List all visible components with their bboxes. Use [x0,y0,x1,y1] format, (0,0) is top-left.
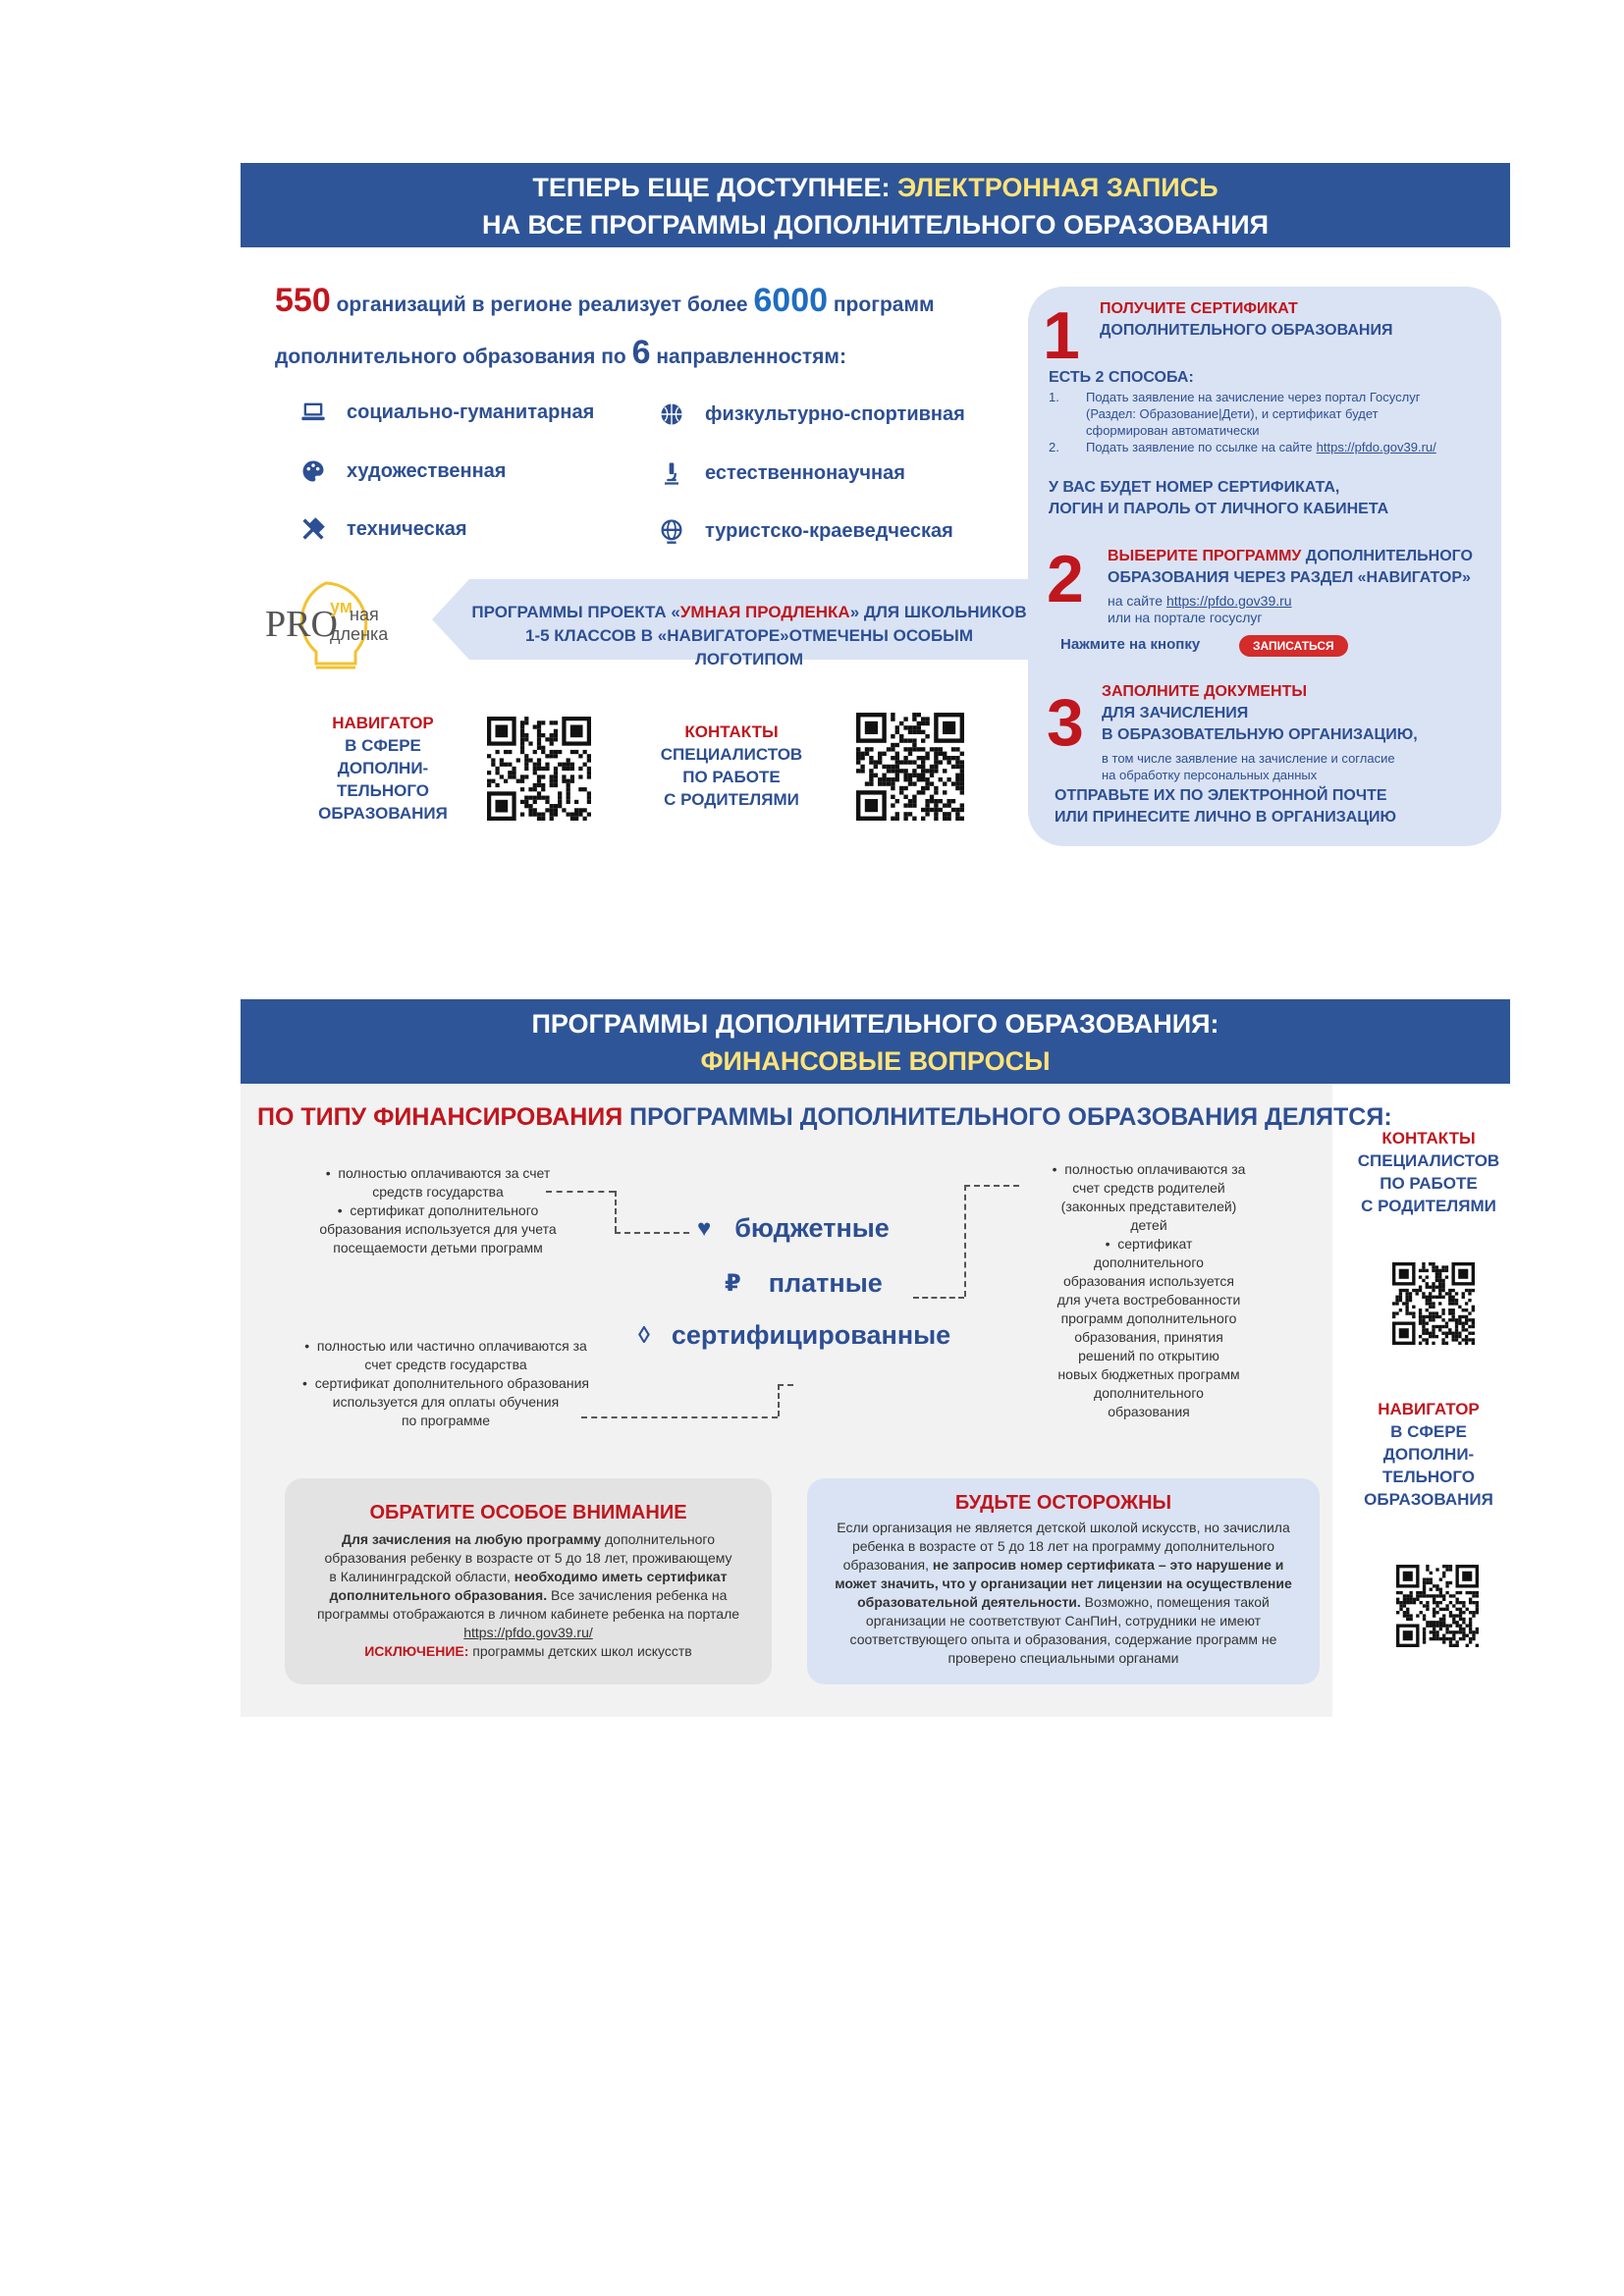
step3-note2: на обработку персональных данных [1102,768,1318,782]
careful-text: проверено специальными органами [947,1650,1179,1666]
direction-tech [299,515,467,543]
pfdo-link[interactable]: https://pfdo.gov39.ru/ [463,1625,593,1640]
orgs-count: 550 [275,282,331,319]
note-line: счет средств государства [364,1357,527,1372]
banner-top-line2: НА ВСЕ ПРОГРАММЫ ДОПОЛНИТЕЛЬНОГО ОБРАЗОВАНИЯ [481,210,1270,240]
heart-icon: ♥ [697,1214,712,1242]
step2-title2: ОБРАЗОВАНИЯ ЧЕРЕЗ РАЗДЕЛ «НАВИГАТОР» [1108,569,1471,586]
project-t4: 1-5 КЛАССОВ В «НАВИГАТОРЕ»ОТМЕЧЕНЫ ОСОБЫМ ЛОГОТИПОМ [525,626,973,668]
direction-science [658,459,905,487]
note-line: счет средств родителей [1072,1180,1225,1196]
step2-site-pre: на сайте [1108,593,1166,609]
navigator-line: ДОПОЛНИ- [1382,1445,1475,1464]
careful-text: ребенка в возрасте от 5 до 18 лет на программу дополнительного [851,1538,1275,1554]
contacts-line: С РОДИТЕЛЯМИ [1361,1197,1496,1215]
note-line: образования используется для учета [319,1221,557,1237]
ruble-icon: ₽ [725,1270,741,1297]
direction-label: социально-гуманитарная [347,400,595,423]
banner-finance-line1: ПРОГРАММЫ ДОПОЛНИТЕЛЬНОГО ОБРАЗОВАНИЯ: [531,1009,1219,1039]
qr-code-icon[interactable] [1392,1262,1475,1345]
step3-title [1102,681,1418,746]
navigator-line: ТЕЛЬНОГО [1381,1468,1475,1486]
direction-sport [658,400,965,428]
note-line: сертификат дополнительного образования [314,1375,589,1391]
direction-label: естественнонаучная [705,461,905,484]
attention-card [285,1478,772,1684]
step-number: 2 [1047,542,1084,616]
note-line: по программе [401,1413,491,1428]
connector-line [964,1185,1019,1187]
attention-title: ОБРАТИТЕ ОСОБОЕ ВНИМАНИЕ [369,1502,687,1523]
contacts-title: КОНТАКТЫ [684,722,779,741]
navigator-line: В СФЕРЕ [345,736,421,755]
note-line: сертификат [1117,1236,1193,1252]
direction-art [299,457,506,485]
step3-title3: В ОБРАЗОВАТЕЛЬНУЮ ОРГАНИЗАЦИЮ, [1102,726,1418,743]
contacts-line: СПЕЦИАЛИСТОВ [1357,1151,1500,1170]
direction-label: физкультурно-спортивная [705,402,965,425]
note-line: новых бюджетных программ [1057,1366,1240,1382]
navigator-line: ДОПОЛНИ- [337,759,429,777]
note-line: сертификат дополнительного [350,1202,539,1218]
banner-top-line1: ТЕПЕРЬ ЕЩЕ ДОСТУПНЕЕ: [532,173,897,202]
note-line: для учета востребованности [1056,1292,1241,1308]
way2-text: Подать заявление по ссылке на сайте [1086,440,1313,454]
attention-bold: Для зачисления на любую программу [342,1531,602,1547]
careful-text: образования, [842,1557,933,1573]
contacts-label [1345,1127,1512,1217]
contacts-line: ПО РАБОТЕ [682,768,781,786]
contacts-label [648,721,815,811]
contacts-line: ПО РАБОТЕ [1380,1174,1478,1193]
tools-icon [299,515,333,543]
step1-title1: ПОЛУЧИТЕ СЕРТИФИКАТ [1100,300,1298,317]
step2-title-blue: ДОПОЛНИТЕЛЬНОГО [1301,548,1473,564]
step3-send [1055,785,1396,828]
step-number: 1 [1043,298,1080,373]
step1-result2: ЛОГИН И ПАРОЛЬ ОТ ЛИЧНОГО КАБИНЕТА [1049,501,1389,517]
careful-text: соответствующего опыта и образования, содержание программ не [849,1631,1277,1647]
logo-um: ум [330,597,353,616]
attention-text: программы отображаются в личном кабинете ребенка на портале [316,1606,740,1622]
project-name: УМНАЯ ПРОДЛЕНКА [679,603,850,621]
way1-line: Подать заявление на зачисление через портал Госуслуг [1086,390,1421,404]
qr-code-icon[interactable] [487,717,591,821]
note-line: используется для оплаты обучения [332,1394,560,1410]
note-line: полностью оплачиваются за счет [338,1165,551,1181]
step2-press: Нажмите на кнопку [1060,636,1201,653]
step3-title1: ЗАПОЛНИТЕ ДОКУМЕНТЫ [1102,683,1308,700]
connector-line [615,1191,617,1232]
step1-result1: У ВАС БУДЕТ НОМЕР СЕРТИФИКАТА, [1049,479,1340,496]
direction-tourism [658,517,953,545]
attention-bold: дополнительного образования. [329,1587,548,1603]
navigator-title: НАВИГАТОР [332,714,434,732]
navigator-line: ОБРАЗОВАНИЯ [1364,1490,1493,1509]
note-line: дополнительного [1094,1385,1204,1401]
contacts-title: КОНТАКТЫ [1381,1129,1476,1148]
finance-heading [257,1103,1392,1132]
navigator-line: ТЕЛЬНОГО [336,781,429,800]
project-t1: ПРОГРАММЫ ПРОЕКТА « [471,603,680,621]
laptop-icon [299,399,333,426]
careful-bold: не запросив номер сертификата – это нарушение и [932,1557,1284,1573]
intro-text3: дополнительного образования по [275,346,632,368]
step3-note [1102,750,1395,783]
type-certified-label: сертифицированные [671,1320,951,1350]
banner-top-highlight: ЭЛЕКТРОННАЯ ЗАПИСЬ [897,173,1218,202]
careful-title: БУДЬТЕ ОСТОРОЖНЫ [954,1492,1172,1514]
step2-site [1108,593,1292,626]
intro-text [275,277,1021,381]
connector-line [778,1384,793,1386]
type-budget-label: бюджетные [734,1213,890,1243]
project-t3: » ДЛЯ ШКОЛЬНИКОВ [849,603,1027,621]
note-line: (законных представителей) [1060,1199,1237,1214]
step1-title [1100,298,1392,342]
step2-portal: или на портале госуслуг [1108,610,1263,625]
project-text [469,601,1029,671]
careful-text: Возможно, помещения такой [1080,1594,1270,1610]
note-line: образования, принятия [1074,1329,1223,1345]
attention-text: в Калининградской области, [329,1569,514,1584]
banner-top [241,163,1510,247]
qr-code-icon[interactable] [856,713,964,821]
type-paid-label: платные [768,1268,883,1298]
step1-result [1049,477,1388,520]
certified-notes: • полностью или частично оплачиваются за счет средств государства • сертификат дополнительного образования используется для оплаты обучения по программе [279,1337,613,1430]
intro-text4: направленностям: [650,346,846,368]
step2-title [1108,546,1473,589]
intro-text2: программ [828,294,935,316]
connector-line [546,1191,615,1193]
direction-label: художественная [347,459,507,482]
direction-label: техническая [347,517,467,540]
type-paid [725,1268,883,1299]
careful-bold: может значить, что у организации нет лицензии на осуществление [835,1575,1292,1591]
note-line: полностью оплачиваются за [1064,1161,1246,1177]
diamond-icon: ◊ [638,1321,650,1349]
type-budget [697,1213,890,1244]
step1-ways-list: 1. Подать заявление на зачисление через портал Госуслуг (Раздел: Образование|Дети), и сертификат будет сформирован автоматически 2. Подать заявление по ссылке на сайте https://pfdo.gov39.ru/ [1049,389,1490,455]
banner-finance [241,999,1510,1084]
note-line: посещаемости детьми программ [333,1240,543,1255]
attention-bold: необходимо иметь сертификат [514,1569,728,1584]
note-line: полностью или частично оплачиваются за [316,1338,587,1354]
note-line: образования [1108,1404,1190,1419]
enroll-button[interactable]: ЗАПИСАТЬСЯ [1239,635,1348,657]
pfdo-link[interactable]: https://pfdo.gov39.ru [1165,593,1292,609]
logo-naya: ная [350,605,379,624]
note-line: программ дополнительного [1060,1310,1237,1326]
step3-send1: ОТПРАВЬТЕ ИХ ПО ЭЛЕКТРОННОЙ ПОЧТЕ [1055,787,1387,804]
direction-label: туристско-краеведческая [705,519,953,542]
step1-title2: ДОПОЛНИТЕЛЬНОГО ОБРАЗОВАНИЯ [1100,322,1393,339]
navigator-label [295,712,471,825]
step-number: 3 [1047,685,1084,760]
navigator-line: ОБРАЗОВАНИЯ [318,804,448,823]
connector-line [778,1384,780,1416]
note-line: средств государства [372,1184,504,1200]
careful-text: организации не соответствуют СанПиН, сотрудники не имеют [865,1613,1262,1629]
globe-icon [658,517,691,545]
careful-bold: образовательной деятельности. [857,1594,1081,1610]
step3-note1: в том числе заявление на зачисление и согласие [1102,751,1395,766]
attention-text: Все зачисления ребенка на [547,1587,728,1603]
step1-ways: ЕСТЬ 2 СПОСОБА: [1049,369,1194,386]
connector-line [581,1416,778,1418]
microscope-icon [658,459,691,487]
navigator-label [1345,1398,1512,1511]
note-line: решений по открытию [1078,1348,1219,1363]
step3-send2: ИЛИ ПРИНЕСИТЕ ЛИЧНО В ОРГАНИЗАЦИЮ [1055,809,1396,826]
step2-title-red: ВЫБЕРИТЕ ПРОГРАММУ [1108,548,1302,564]
contacts-line: СПЕЦИАЛИСТОВ [660,745,803,764]
careful-text: Если организация не является детской школой искусств, но зачислила [837,1520,1290,1535]
logo-dlenka: дленка [330,624,389,644]
attention-text: образования ребенку в возрасте от 5 до 18 лет, проживающему [324,1550,732,1566]
dirs-count: 6 [631,334,651,371]
intro-text1: организаций в регионе реализует более [330,294,754,316]
ball-icon [658,400,691,428]
budget-notes: • полностью оплачиваются за счет средств государства • сертификат дополнительного образования используется для учета посещаемости детьми программ [291,1164,585,1257]
navigator-title: НАВИГАТОР [1378,1400,1480,1418]
finance-heading-red: ПО ТИПУ ФИНАНСИРОВАНИЯ [257,1103,623,1131]
exception-label: ИСКЛЮЧЕНИЕ: [364,1643,469,1659]
qr-code-icon[interactable] [1396,1565,1479,1647]
step3-title2: ДЛЯ ЗАЧИСЛЕНИЯ [1102,705,1249,721]
careful-card [807,1478,1320,1684]
connector-line [615,1232,689,1234]
way1-line: (Раздел: Образование|Дети), и сертификат будет [1086,406,1379,421]
pfdo-link[interactable]: https://pfdo.gov39.ru/ [1316,440,1436,454]
note-line: образования используется [1063,1273,1234,1289]
note-line: дополнительного [1094,1255,1204,1270]
note-line: детей [1130,1217,1167,1233]
exception-text: программы детских школ искусств [468,1643,692,1659]
navigator-line: В СФЕРЕ [1390,1422,1467,1441]
logo-pro: PRO [265,604,338,645]
paid-notes: • полностью оплачиваются за счет средств родителей (законных представителей) детей • сертификат дополнительного образования используется для учета востребованности программ дополнительного образования, принятия решений по открытию новых бюджетных программ дополнительного образования [1021,1160,1276,1421]
contacts-line: С РОДИТЕЛЯМИ [664,790,799,809]
banner-finance-line2: ФИНАНСОВЫЕ ВОПРОСЫ [700,1046,1051,1076]
connector-line [913,1297,964,1299]
connector-line [964,1185,966,1297]
finance-heading-blue: ПРОГРАММЫ ДОПОЛНИТЕЛЬНОГО ОБРАЗОВАНИЯ ДЕЛЯТСЯ: [623,1103,1392,1131]
umnaya-prodlenka-logo [257,575,405,673]
type-certified [638,1320,950,1351]
direction-social [299,399,594,426]
way1-line: сформирован автоматически [1086,423,1260,438]
attention-text: дополнительного [601,1531,715,1547]
programs-count: 6000 [753,282,829,319]
palette-icon [299,457,333,485]
